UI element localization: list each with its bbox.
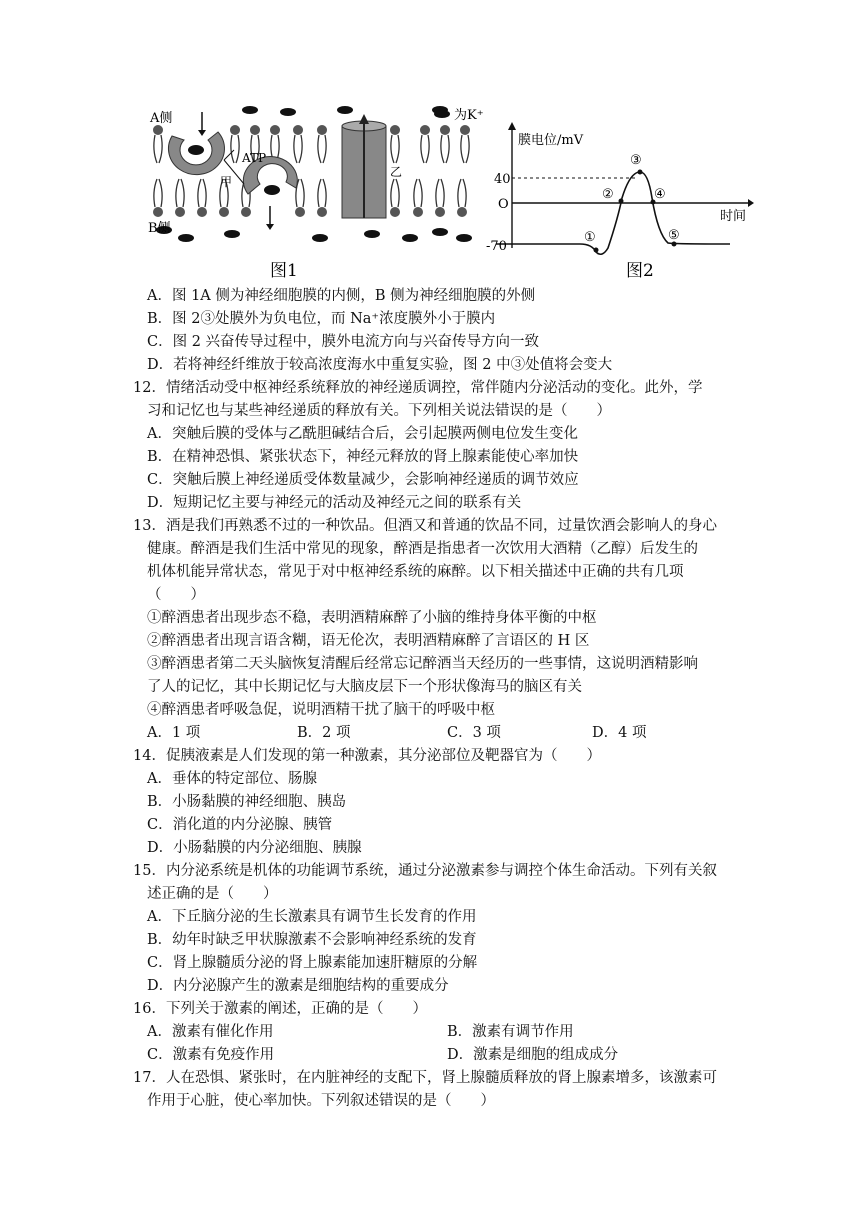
q13-statement-1: ①醉酒患者出现步态不稳，表明酒精麻醉了小脑的维持身体平衡的中枢	[147, 610, 597, 626]
fig2-point-4: ④	[654, 187, 666, 202]
q11-option-b: B．图 2③处膜外为负电位，而 Na⁺浓度膜外小于膜内	[147, 311, 496, 327]
q15-option-d: D．内分泌腺产生的激素是细胞结构的重要成分	[147, 978, 449, 994]
fig2-tick-neg70: -70	[486, 239, 507, 254]
fig2-tick-0: O	[498, 197, 509, 212]
q12-stem-line1: 12．情绪活动受中枢神经系统释放的神经递质调控，常伴随内分泌活动的变化。此外，学	[133, 380, 703, 396]
q14-option-d: D．小肠黏膜的内分泌细胞、胰腺	[147, 840, 362, 856]
q13-option-a: A．1 项	[147, 725, 201, 741]
fig1-side-a: A侧	[150, 111, 173, 126]
q11-option-a: A．图 1A 侧为神经细胞膜的内侧，B 侧为神经细胞膜的外侧	[147, 288, 536, 304]
q15-option-b: B．幼年时缺乏甲状腺激素不会影响神经系统的发育	[147, 932, 477, 948]
figure-2	[486, 122, 754, 281]
fig2-point-3: ③	[630, 153, 642, 168]
q12-option-d: D．短期记忆主要与神经元的活动及神经元之间的联系有关	[147, 495, 522, 511]
fig2-point-5: ⑤	[668, 228, 680, 243]
q16-option-c: C．激素有免疫作用	[147, 1047, 275, 1063]
q13-statement-3a: ③醉酒患者第二天头脑恢复清醒后经常忘记醉酒当天经历的一些事情，这说明酒精影响	[147, 656, 698, 672]
fig2-tick-40: 40	[494, 172, 511, 187]
q13-option-b: B．2 项	[297, 725, 351, 741]
q16-stem: 16．下列关于激素的阐述，正确的是（ ）	[133, 1001, 427, 1017]
q13-option-d: D．4 项	[592, 725, 647, 741]
q14-option-b: B．小肠黏膜的神经细胞、胰岛	[147, 794, 347, 810]
fig2-point-1: ①	[584, 230, 596, 245]
q11-option-d: D．若将神经纤维放于较高浓度海水中重复实验，图 2 中③处值将会变大	[147, 357, 613, 373]
q12-option-a: A．突触后膜的受体与乙酰胆碱结合后，会引起膜两侧电位发生变化	[147, 426, 578, 442]
fig2-caption: 图2	[626, 261, 654, 281]
q14-stem: 14．促胰液素是人们发现的第一种激素，其分泌部位及靶器官为（ ）	[133, 748, 601, 764]
q14-option-c: C．消化道的内分泌腺、胰管	[147, 817, 333, 833]
fig1-label-jia: 甲	[220, 175, 233, 189]
figure-area	[140, 98, 780, 288]
q16-option-b: B．激素有调节作用	[447, 1024, 574, 1040]
q13-statement-4: ④醉酒患者呼吸急促，说明酒精干扰了脑干的呼吸中枢	[147, 702, 495, 718]
q17-stem-line2: 作用于心脏，使心率加快。下列叙述错误的是（ ）	[147, 1093, 495, 1109]
q15-option-a: A．下丘脑分泌的生长激素具有调节生长发育的作用	[147, 909, 477, 925]
q16-option-a: A．激素有催化作用	[147, 1024, 274, 1040]
q12-option-c: C．突触后膜上神经递质受体数量减少，会影响神经递质的调节效应	[147, 472, 579, 488]
fig2-y-label: 膜电位/mV	[518, 133, 584, 148]
fig1-atp-label: ATP	[242, 151, 267, 165]
q13-statement-3b: 了人的记忆，其中长期记忆与大脑皮层下一个形状像海马的脑区有关	[147, 679, 582, 695]
q13-stem-line4: （ ）	[147, 587, 205, 603]
fig1-legend: 为K⁺	[454, 108, 484, 123]
fig1-label-yi: 乙	[390, 165, 403, 179]
q13-statement-2: ②醉酒患者出现言语含糊，语无伦次，表明酒精麻醉了言语区的 H 区	[147, 633, 590, 649]
q12-stem-line2: 习和记忆也与某些神经递质的释放有关。下列相关说法错误的是（ ）	[147, 403, 611, 419]
figure-1	[148, 106, 484, 281]
q15-stem-line2: 述正确的是（ ）	[147, 886, 278, 902]
q11-option-c: C．图 2 兴奋传导过程中，膜外电流方向与兴奋传导方向一致	[147, 334, 540, 350]
q13-stem-line1: 13．酒是我们再熟悉不过的一种饮品。但酒又和普通的饮品不同，过量饮酒会影响人的身心	[133, 518, 717, 534]
q16-option-d: D．激素是细胞的组成成分	[447, 1047, 619, 1063]
q14-option-a: A．垂体的特定部位、肠腺	[147, 771, 317, 787]
fig2-x-label: 时间	[720, 209, 747, 224]
fig2-point-2: ②	[602, 187, 614, 202]
fig1-caption: 图1	[270, 261, 298, 281]
q13-option-c: C．3 项	[447, 725, 501, 741]
q13-stem-line2: 健康。醉酒是我们生活中常见的现象，醉酒是指患者一次饮用大酒精（乙醇）后发生的	[147, 541, 698, 557]
q17-stem-line1: 17．人在恐惧、紧张时，在内脏神经的支配下，肾上腺髓质释放的肾上腺素增多，该激素可	[133, 1070, 717, 1086]
q13-stem-line3: 机体机能异常状态，常见于对中枢神经系统的麻醉。以下相关描述中正确的共有几项	[147, 564, 684, 580]
q15-stem-line1: 15．内分泌系统是机体的功能调节系统，通过分泌激素参与调控个体生命活动。下列有关叙	[133, 863, 717, 879]
q15-option-c: C．肾上腺髓质分泌的肾上腺素能加速肝糖原的分解	[147, 955, 478, 971]
fig1-side-b: B侧	[148, 221, 171, 236]
fig1-k-ion-legend-mark	[434, 110, 450, 118]
q12-option-b: B．在精神恐惧、紧张状态下，神经元释放的肾上腺素能使心率加快	[147, 449, 579, 465]
